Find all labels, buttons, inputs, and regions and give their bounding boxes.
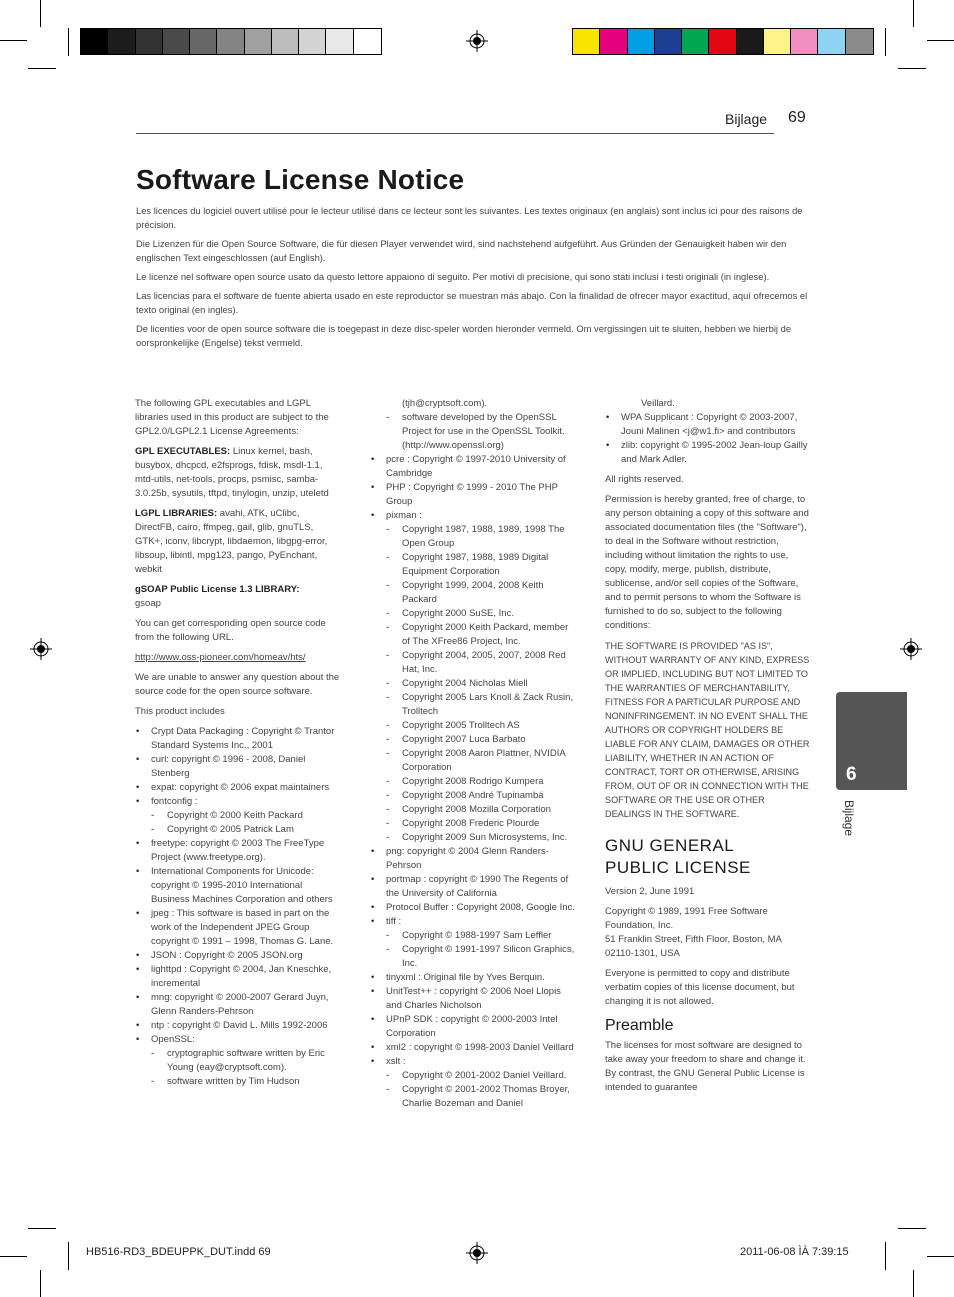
continued-text: (tjh@cryptsoft.com). xyxy=(402,398,488,409)
list-item: • zlib: copyright © 1995-2002 Jean-loup Gailly and Mark Adler. xyxy=(605,439,810,467)
intro-german: Die Lizenzen für die Open Source Software, die für diesen Player verwendet wird, sind nachstehend aufgeführt. Aus Gründen der Genauigkeit haben wir den englischen Text eingeschlossen (auf English). xyxy=(136,238,787,263)
sub-list-item: - Copyright © 2001-2002 Thomas Broyer, Charlie Bozeman and Daniel xyxy=(370,1083,575,1111)
lgpl-list: avahi, ATK, uClibc, DirectFB, cairo, ffmpeg, gail, glib, gnuTLS, GTK+, iconv, libcrypt, libdaemon, libgpg-error, libsoup, libintl, mpg123, pango, PyEnchant, webkit xyxy=(135,508,328,575)
registration-mark-icon xyxy=(466,30,488,52)
preamble-heading: Preamble xyxy=(605,1017,674,1034)
sub-list-item: - Copyright 2008 André Tupinambá xyxy=(370,789,575,803)
color-swatch xyxy=(136,29,163,54)
list-item: • pcre : Copyright © 1997-2010 University of Cambridge xyxy=(370,453,575,481)
color-swatch xyxy=(818,29,845,54)
list-item: • International Components for Unicode: copyright © 1995-2010 International Business Machines Corporation and others xyxy=(135,865,340,907)
crop-mark xyxy=(28,68,56,69)
gpl-label: GPL EXECUTABLES: xyxy=(135,446,231,457)
color-swatch xyxy=(108,29,135,54)
lgpl-paragraph xyxy=(135,507,340,577)
sub-list-item: - Copyright 1987, 1988, 1989, 1998 The Open Group xyxy=(370,523,575,551)
color-swatch xyxy=(245,29,272,54)
list-item: • expat: copyright © 2006 expat maintainers xyxy=(135,781,340,795)
color-swatch xyxy=(272,29,299,54)
crop-mark xyxy=(898,68,926,69)
column-2 xyxy=(370,397,575,1111)
grayscale-color-bar xyxy=(80,28,382,55)
sub-list-item: - Copyright 2004 Nicholas Miell xyxy=(370,677,575,691)
running-header-section: Bijlage xyxy=(725,111,768,127)
crop-mark xyxy=(40,0,41,27)
list-item: • UnitTest++ : copyright © 2006 Noel Llopis and Charles Nicholson xyxy=(370,985,575,1013)
copyright-paragraph xyxy=(605,905,810,961)
list-item: • JSON : Copyright © 2005 JSON.org xyxy=(135,949,340,963)
warranty-disclaimer: THE SOFTWARE IS PROVIDED "AS IS", WITHOUT WARRANTY OF ANY KIND, EXPRESS OR IMPLIED, INCLUDING BUT NOT LIMITED TO THE WARRANTIES OF MERCHANTABILITY, FITNESS FOR A PARTICULAR PURPOSE AND NONINFRINGEMENT. IN NO EVENT SHALL THE AUTHORS OR COPYRIGHT HOLDERS BE LIABLE FOR ANY CLAIM, DAMAGES OR OTHER LIABILITY, WHETHER IN AN ACTION OF CONTRACT, TORT OR OTHERWISE, ARISING FROM, OUT OF OR IN CONNECTION WITH THE SOFTWARE OR THE USE OR OTHER DEALINGS IN THE SOFTWARE. xyxy=(605,641,810,819)
sub-list-item: - Copyright 2008 Frederic Plourde xyxy=(370,817,575,831)
registration-mark-icon xyxy=(466,1242,488,1264)
paragraph: Everyone is permitted to copy and distribute verbatim copies of this license document, but changing it is not allowed. xyxy=(605,968,795,1007)
version-text: Version 2, June 1991 xyxy=(605,886,695,897)
color-swatch xyxy=(326,29,353,54)
paragraph: The following GPL executables and LGPL libraries used in this product are subject to the GPL2.0/LGPL2.1 License Agreements: xyxy=(135,398,329,437)
crop-mark xyxy=(28,1228,56,1229)
color-swatch xyxy=(217,29,244,54)
crop-mark xyxy=(898,1228,926,1229)
sub-list-item: - Copyright 2008 Rodrigo Kumpera xyxy=(370,775,575,789)
crop-mark xyxy=(68,1242,69,1270)
list-item: • tinyxml : Original file by Yves Berquin. xyxy=(370,971,575,985)
list-item: • tiff : xyxy=(370,915,575,929)
list-item: • PHP : Copyright © 1999 - 2010 The PHP Group xyxy=(370,481,575,509)
sub-list-item: - software developed by the OpenSSL Project for use in the OpenSSL Toolkit. (http://www.openssl.org) xyxy=(370,411,575,453)
list-item: • jpeg : This software is based in part on the work of the Independent JPEG Group copyright © 1991 – 1998, Thomas G. Lane. xyxy=(135,907,340,949)
crop-mark xyxy=(913,1270,914,1297)
paragraph: We are unable to answer any question about the source code for the open source software. xyxy=(135,672,340,697)
footer-filename: HB516-RD3_BDEUPPK_DUT.indd 69 xyxy=(86,1246,271,1258)
gsoap-paragraph xyxy=(135,583,340,611)
sub-list-item: - Copyright 2008 Aaron Plattner, NVIDIA Corporation xyxy=(370,747,575,775)
crop-mark xyxy=(885,1242,886,1270)
intro-dutch: De licenties voor de open source software die is toegepast in deze disc-speler worden hieronder vermeld. Om vergissingen uit te sluiten, hebben we hierbij de oorspronkelijke (Engelse) tekst vermeld. xyxy=(136,323,792,348)
sub-list-item: - Copyright © 2000 Keith Packard xyxy=(135,809,340,823)
list-item: • portmap : copyright © 1990 The Regents of the University of California xyxy=(370,873,575,901)
preamble-paragraph: The licenses for most software are designed to take away your freedom to share and change it. By contrast, the GNU General Public License is intended to guarantee xyxy=(605,1040,806,1093)
sub-list-item: - Copyright 2000 Keith Packard, member of The XFree86 Project, Inc. xyxy=(370,621,575,649)
registration-mark-icon xyxy=(900,638,922,660)
color-swatch xyxy=(81,29,108,54)
sub-list-item: - Copyright 2007 Luca Barbato xyxy=(370,733,575,747)
footer-timestamp: 2011-06-08 ÌÀ 7:39:15 xyxy=(740,1246,849,1258)
process-color-bar xyxy=(572,28,874,55)
crop-mark xyxy=(0,40,27,41)
color-swatch xyxy=(628,29,655,54)
color-swatch xyxy=(764,29,791,54)
gsoap-text: gsoap xyxy=(135,598,161,609)
color-swatch xyxy=(573,29,600,54)
sub-list-item: - Copyright 2005 Lars Knoll & Zack Rusin, Trolltech xyxy=(370,691,575,719)
paragraph: All rights reserved. xyxy=(605,474,684,485)
paragraph: This product includes xyxy=(135,706,225,717)
sub-list-item: - Copyright 2005 Trolltech AS xyxy=(370,719,575,733)
list-item: • xml2 : copyright © 1998-2003 Daniel Veillard xyxy=(370,1041,575,1055)
crop-mark xyxy=(40,1270,41,1297)
color-swatch xyxy=(163,29,190,54)
sub-list-item: - Copyright © 1988-1997 Sam Leffler xyxy=(370,929,575,943)
crop-mark xyxy=(913,0,914,27)
sub-list-item: - software written by Tim Hudson xyxy=(135,1075,340,1089)
color-swatch xyxy=(791,29,818,54)
page-number: 69 xyxy=(788,109,806,126)
intro-italian: Le licenze nel software open source usato da questo lettore appaiono di seguito. Per motivi di precisione, qui sono stati inclusi i testi originali (in inglese). xyxy=(136,271,770,282)
crop-mark xyxy=(0,1256,27,1257)
sub-list-item: - Copyright 2008 Mozilla Corporation xyxy=(370,803,575,817)
color-swatch xyxy=(737,29,764,54)
list-item: • Crypt Data Packaging : Copyright © Trantor Standard Systems Inc., 2001 xyxy=(135,725,340,753)
crop-mark xyxy=(68,28,69,56)
gpl-paragraph xyxy=(135,445,340,501)
crop-mark xyxy=(885,28,886,56)
continued-text: Veillard. xyxy=(641,398,675,409)
gnu-heading-line-2: PUBLIC LICENSE xyxy=(605,858,751,877)
sub-list-item: - Copyright 1999, 2004, 2008 Keith Packard xyxy=(370,579,575,607)
chapter-number: 6 xyxy=(846,764,857,785)
sub-list-item: - Copyright © 2005 Patrick Lam xyxy=(135,823,340,837)
intro-french: Les licences du logiciel ouvert utilisé pour le lecteur utilisé dans ce lecteur sont les suivantes. Les textes originaux (en anglais) sont inclus ici pour des raisons de précision. xyxy=(136,205,803,230)
list-item: • ntp : copyright © David L. Mills 1992-2006 xyxy=(135,1019,340,1033)
column-1 xyxy=(135,397,340,1089)
permission-paragraph: Permission is hereby granted, free of charge, to any person obtaining a copy of this software and associated documentation files (the "Software"), to deal in the Software without restriction, including without limitation the rights to use, copy, modify, merge, publish, distribute, sublicense, and/or sell copies of the Software, and to permit persons to whom the Software is furnished to do so, subject to the following conditions: xyxy=(605,494,809,631)
sub-list-item: - cryptographic software written by Eric Young (eay@cryptsoft.com). xyxy=(135,1047,340,1075)
column-3 xyxy=(605,397,810,1101)
list-item: • lighttpd : Copyright © 2004, Jan Kneschke, incremental xyxy=(135,963,340,991)
color-swatch xyxy=(600,29,627,54)
sub-list-item: - Copyright © 1991-1997 Silicon Graphics, Inc. xyxy=(370,943,575,971)
list-item: • png: copyright © 2004 Glenn Randers-Pehrson xyxy=(370,845,575,873)
list-item: • Protocol Buffer : Copyright 2008, Google Inc. xyxy=(370,901,575,915)
gnu-heading-line-1: GNU GENERAL xyxy=(605,836,735,855)
color-swatch xyxy=(299,29,326,54)
list-item: • xslt : xyxy=(370,1055,575,1069)
copyright-line: Copyright © 1989, 1991 Free Software Foundation, Inc. xyxy=(605,906,768,931)
color-swatch xyxy=(354,29,381,54)
sub-list-item: - Copyright © 2001-2002 Daniel Veillard. xyxy=(370,1069,575,1083)
color-swatch xyxy=(709,29,736,54)
sub-list-item: - Copyright 1987, 1988, 1989 Digital Equipment Corporation xyxy=(370,551,575,579)
chapter-tab-label: Bijlage xyxy=(842,800,856,837)
paragraph: You can get corresponding open source code from the following URL. xyxy=(135,618,326,643)
sub-list-item: - Copyright 2000 SuSE, Inc. xyxy=(370,607,575,621)
color-swatch xyxy=(846,29,873,54)
intro-text xyxy=(136,204,808,355)
gsoap-label: gSOAP Public License 1.3 LIBRARY: xyxy=(135,584,300,595)
crop-mark xyxy=(927,40,954,41)
list-item: • OpenSSL: xyxy=(135,1033,340,1047)
header-rule xyxy=(136,133,774,134)
list-item: • mng: copyright © 2000-2007 Gerard Juyn, Glenn Randers-Pehrson xyxy=(135,991,340,1019)
list-item: • WPA Supplicant : Copyright © 2003-2007, Jouni Malinen <j@w1.fi> and contributors xyxy=(605,411,810,439)
lgpl-label: LGPL LIBRARIES: xyxy=(135,508,218,519)
page-title: Software License Notice xyxy=(136,164,465,195)
gpl-list: Linux kernel, bash, busybox, dhcpcd, e2fsprogs, fdisk, msdl-1.1, mtd-utils, net-tools, procps, psmisc, samba-3.0.25b, sysutils, tftpd, tinylogin, unzip, uteletd xyxy=(135,446,329,499)
source-url-link[interactable]: http://www.oss-pioneer.com/homeav/hts/ xyxy=(135,652,306,663)
list-item: • pixman : xyxy=(370,509,575,523)
gnu-gpl-heading xyxy=(605,835,810,879)
address-line: 51 Franklin Street, Fifth Floor, Boston, MA 02110-1301, USA xyxy=(605,934,782,959)
sub-list-item: - Copyright 2009 Sun Microsystems, Inc. xyxy=(370,831,575,845)
sub-list-item: - Copyright 2004, 2005, 2007, 2008 Red Hat, Inc. xyxy=(370,649,575,677)
crop-mark xyxy=(927,1256,954,1257)
color-swatch xyxy=(682,29,709,54)
intro-spanish: Las licencias para el software de fuente abierta usado en este reproductor se muestran más abajo. Con la finalidad de ofrecer mayor exactitud, aquí ofrecemos el texto original (en ingles). xyxy=(136,290,808,315)
color-swatch xyxy=(655,29,682,54)
registration-mark-icon xyxy=(30,638,52,660)
list-item: • UPnP SDK : copyright © 2000-2003 Intel Corporation xyxy=(370,1013,575,1041)
color-swatch xyxy=(190,29,217,54)
list-item: • fontconfig : xyxy=(135,795,340,809)
list-item: • curl: copyright © 1996 - 2008, Daniel Stenberg xyxy=(135,753,340,781)
list-item: • freetype: copyright © 2003 The FreeType Project (www.freetype.org). xyxy=(135,837,340,865)
